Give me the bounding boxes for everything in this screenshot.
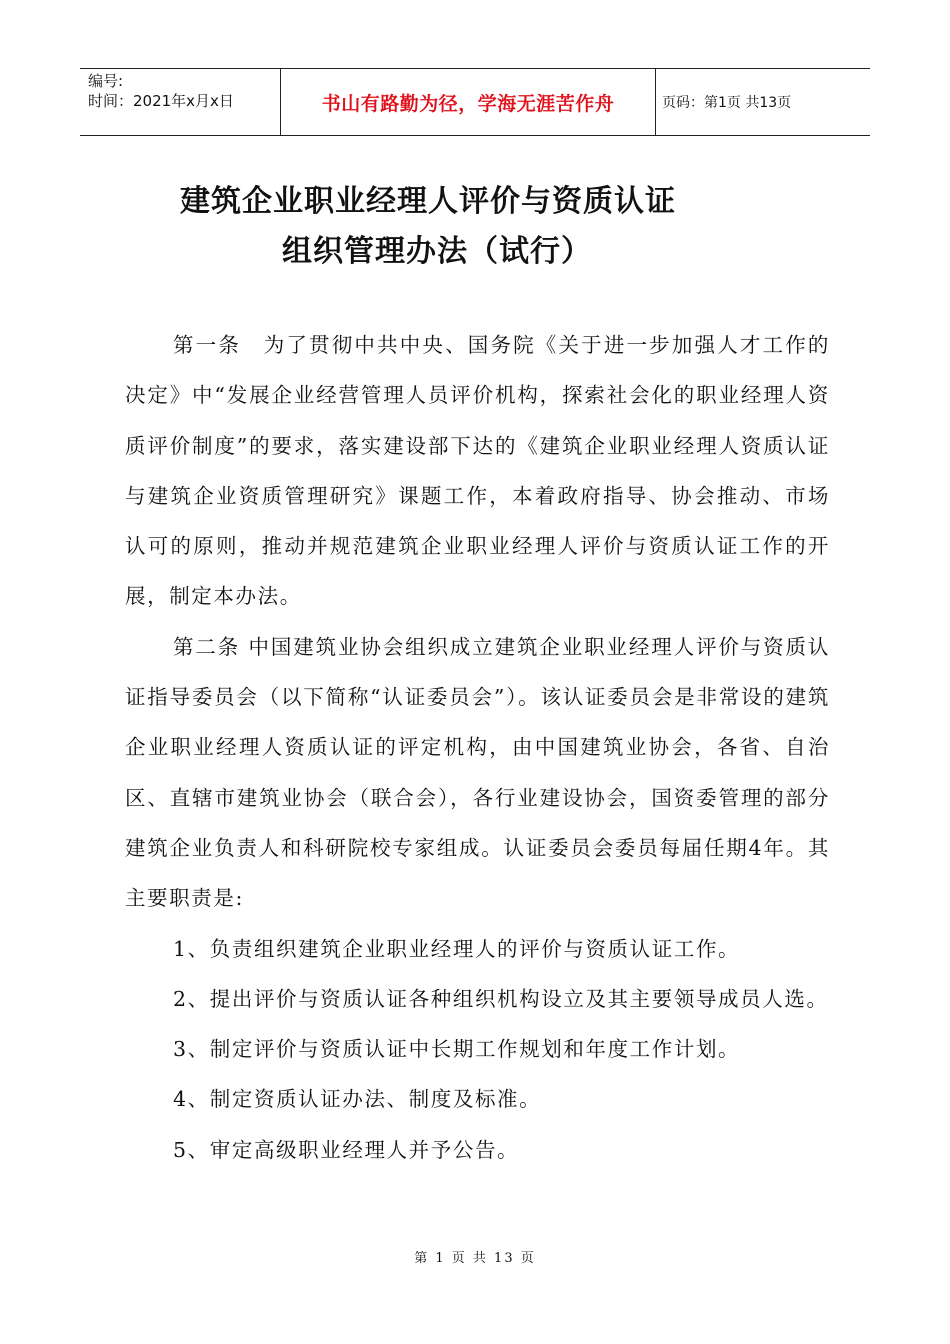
document-header: [80, 68, 870, 136]
document-time-label: 时间：2021年x月x日: [88, 92, 234, 110]
header-page-info: 页码：第1页 共13页: [662, 95, 792, 111]
paragraph-article-1: 第一条 为了贯彻中共中央、国务院《关于进一步加强人才工作的决定》中“发展企业经营管理人员评价机构，探索社会化的职业经理人资质评价制度”的要求，落实建设部下达的《建筑企业职业经理人资质认证与建筑企业资质管理研究》课题工作，本着政府指导、协会推动、市场认可的原则，推动并规范建筑企业职业经理人评价与资质认证工作的开展，制定本办法。: [125, 333, 830, 609]
list-item-duty-2: 2、提出评价与资质认证各种组织机构设立及其主要领导成员人选。: [173, 986, 829, 1011]
paragraph-article-2: 第二条 中国建筑业协会组织成立建筑企业职业经理人评价与资质认证指导委员会（以下简称“认证委员会”）。该认证委员会是非常设的建筑企业职业经理人资质认证的评定机构，由中国建筑业协会，各省、自治区、直辖市建筑业协会（联合会），各行业建设协会，国资委管理的部分建筑企业负责人和科研院校专家组成。认证委员会委员每届任期4年。其主要职责是:: [125, 634, 830, 911]
document-body: [125, 320, 830, 1175]
document-number-label: 编号:: [88, 72, 124, 90]
list-item-duty-4: 4、制定资质认证办法、制度及标准。: [173, 1087, 542, 1112]
document-title-line-1: 建筑企业职业经理人评价与资质认证: [180, 184, 676, 219]
list-item-duty-1: 1、负责组织建筑企业职业经理人的评价与资质认证工作。: [173, 936, 741, 961]
document-title-line-2: 组织管理办法（试行）: [282, 234, 592, 269]
page-footer: 第 1 页 共 13 页: [414, 1251, 536, 1266]
list-item-duty-5: 5、审定高级职业经理人并予公告。: [173, 1137, 520, 1162]
list-item-duty-3: 3、制定评价与资质认证中长期工作规划和年度工作计划。: [173, 1037, 741, 1062]
header-meta: [80, 69, 280, 135]
header-motto: 书山有路勤为径，学海无涯苦作舟: [280, 69, 656, 135]
